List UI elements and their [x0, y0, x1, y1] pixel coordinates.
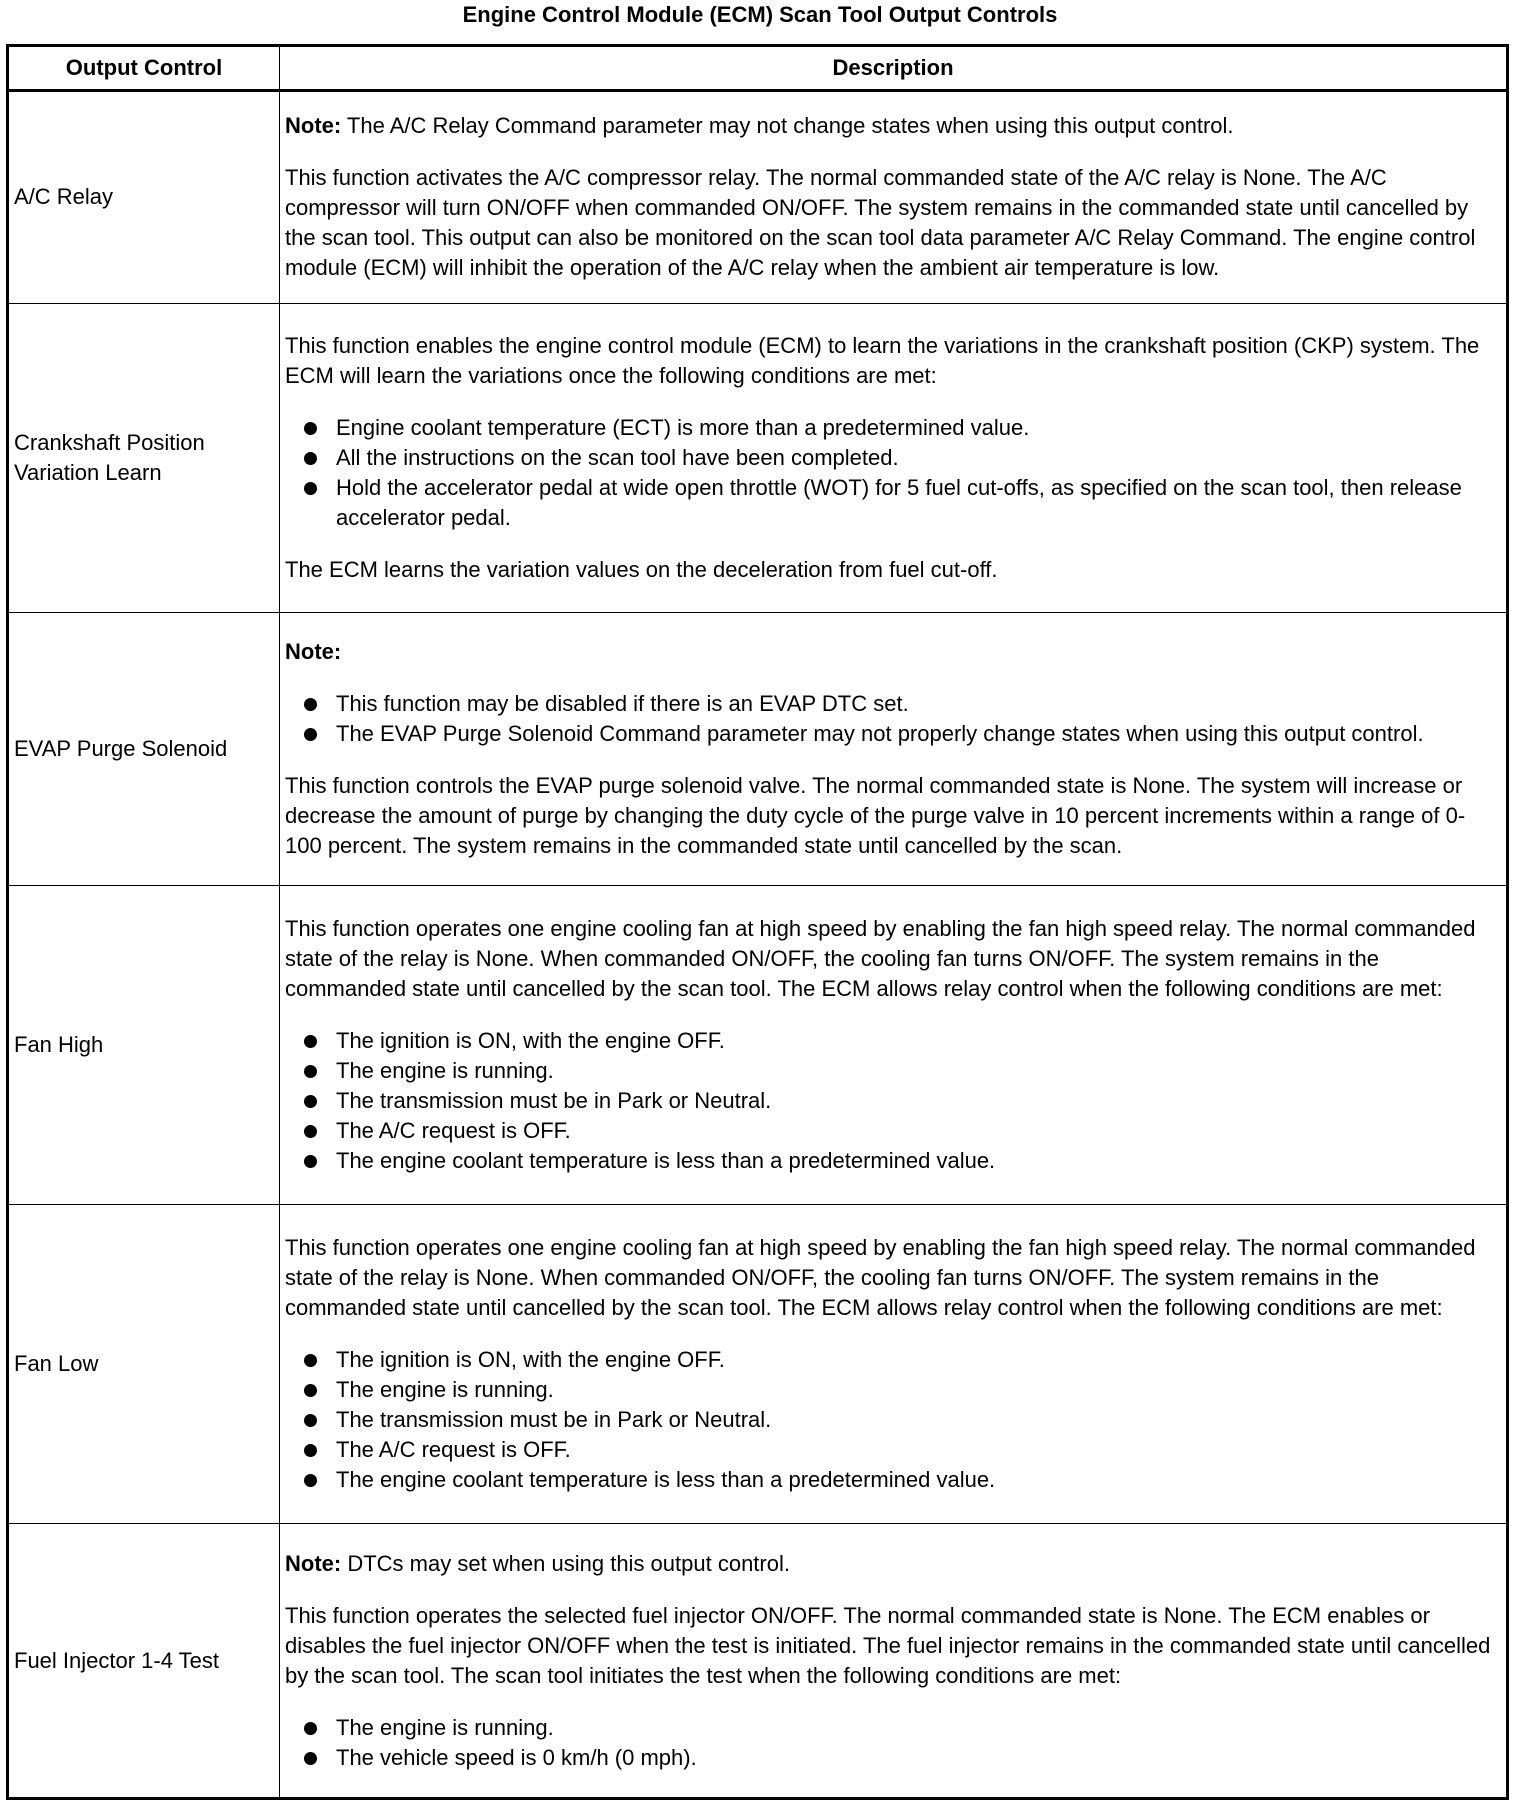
output-control-cell: A/C Relay [8, 91, 280, 304]
condition-list [285, 413, 1501, 533]
description-paragraph: This function operates one engine cooling fan at high speed by enabling the fan high speed relay. The normal commanded state of the relay is None. When commanded ON/OFF, the cooling fan turns ON/OFF. The system remains in the commanded state until cancelled by the scan tool. The ECM allows relay control when the following conditions are met: [285, 916, 1476, 1002]
note-text: DTCs may set when using this output control. [341, 1550, 790, 1576]
description-paragraph: This function operates one engine cooling fan at high speed by enabling the fan high speed relay. The normal commanded state of the relay is None. When commanded ON/OFF, the cooling fan turns ON/OFF. The system remains in the commanded state until cancelled by the scan tool. The ECM allows relay control when the following conditions are met: [285, 1235, 1476, 1321]
description-cell [280, 612, 1508, 886]
note-label: Note: [285, 1550, 342, 1576]
header-output-control: Output Control [8, 46, 280, 91]
description-cell [280, 91, 1508, 304]
list-item: The ignition is ON, with the engine OFF. [285, 1026, 1501, 1056]
header-description: Description [280, 46, 1508, 91]
list-item: The vehicle speed is 0 km/h (0 mph). [285, 1743, 1501, 1773]
note-paragraph [285, 111, 1501, 141]
condition-list [285, 1713, 1501, 1773]
list-item: The engine coolant temperature is less than a predetermined value. [285, 1465, 1501, 1495]
table-row-fan-low [8, 1205, 1508, 1524]
list-item: The engine is running. [285, 1375, 1501, 1405]
note-text: The A/C Relay Command parameter may not change states when using this output control. [341, 113, 1234, 139]
output-control-cell: Crankshaft Position Variation Learn [8, 303, 280, 612]
table-row-crankshaft-position-variation-learn [8, 303, 1508, 612]
note-label: Note: [285, 639, 342, 665]
list-item: The ignition is ON, with the engine OFF. [285, 1345, 1501, 1375]
list-item: The transmission must be in Park or Neutral. [285, 1086, 1501, 1116]
output-controls-table [6, 44, 1509, 1800]
description-cell [280, 303, 1508, 612]
list-item: The engine is running. [285, 1056, 1501, 1086]
note-label: Note: [285, 113, 342, 139]
list-item: The transmission must be in Park or Neutral. [285, 1405, 1501, 1435]
description-cell [280, 1205, 1508, 1524]
list-item: All the instructions on the scan tool have been completed. [285, 443, 1501, 473]
list-item: The A/C request is OFF. [285, 1116, 1501, 1146]
table-row-fan-high [8, 886, 1508, 1205]
description-cell [280, 886, 1508, 1205]
list-item: The engine coolant temperature is less than a predetermined value. [285, 1146, 1501, 1176]
description-paragraph: The ECM learns the variation values on the deceleration from fuel cut-off. [285, 556, 998, 582]
condition-list [285, 689, 1501, 749]
condition-list [285, 1026, 1501, 1176]
table-row-a-c-relay [8, 91, 1508, 304]
description-paragraph: This function operates the selected fuel injector ON/OFF. The normal commanded state is None. The ECM enables or disables the fuel injector ON/OFF when the test is initiated. The fuel injector remains in the commanded state until cancelled by the scan tool. The scan tool initiates the test when the following conditions are met: [285, 1602, 1491, 1688]
list-item: Hold the accelerator pedal at wide open throttle (WOT) for 5 fuel cut-offs, as specified on the scan tool, then release accelerator pedal. [285, 473, 1501, 533]
list-item: The engine is running. [285, 1713, 1501, 1743]
output-control-cell: Fan High [8, 886, 280, 1205]
description-paragraph: This function activates the A/C compressor relay. The normal commanded state of the A/C relay is None. The A/C compressor will turn ON/OFF when commanded ON/OFF. The system remains in the commanded state until cancelled by the scan tool. This output can also be monitored on the scan tool data parameter A/C Relay Command. The engine control module (ECM) will inhibit the operation of the A/C relay when the ambient air temperature is low. [285, 165, 1476, 281]
condition-list [285, 1345, 1501, 1495]
list-item: Engine coolant temperature (ECT) is more than a predetermined value. [285, 413, 1501, 443]
note-paragraph [285, 1549, 1501, 1579]
description-cell [280, 1524, 1508, 1799]
document-title: Engine Control Module (ECM) Scan Tool Output Controls [462, 2, 1058, 27]
table-row-evap-purge-solenoid [8, 612, 1508, 886]
list-item: This function may be disabled if there is an EVAP DTC set. [285, 689, 1501, 719]
output-control-cell: Fuel Injector 1-4 Test [8, 1524, 280, 1799]
description-paragraph: This function controls the EVAP purge solenoid valve. The normal commanded state is None. The system will increase or decrease the amount of purge by changing the duty cycle of the purge valve in 10 percent increments within a range of 0-100 percent. The system remains in the commanded state until cancelled by the scan. [285, 773, 1466, 859]
output-control-cell: Fan Low [8, 1205, 280, 1524]
list-item: The EVAP Purge Solenoid Command parameter may not properly change states when using this output control. [285, 719, 1501, 749]
description-paragraph: This function enables the engine control module (ECM) to learn the variations in the crankshaft position (CKP) system. The ECM will learn the variations once the following conditions are met: [285, 332, 1480, 388]
table-header-row [8, 46, 1508, 91]
table-body [8, 91, 1508, 1799]
output-control-cell: EVAP Purge Solenoid [8, 612, 280, 886]
note-paragraph [285, 637, 1501, 667]
table-row-fuel-injector-1-4-test [8, 1524, 1508, 1799]
list-item: The A/C request is OFF. [285, 1435, 1501, 1465]
